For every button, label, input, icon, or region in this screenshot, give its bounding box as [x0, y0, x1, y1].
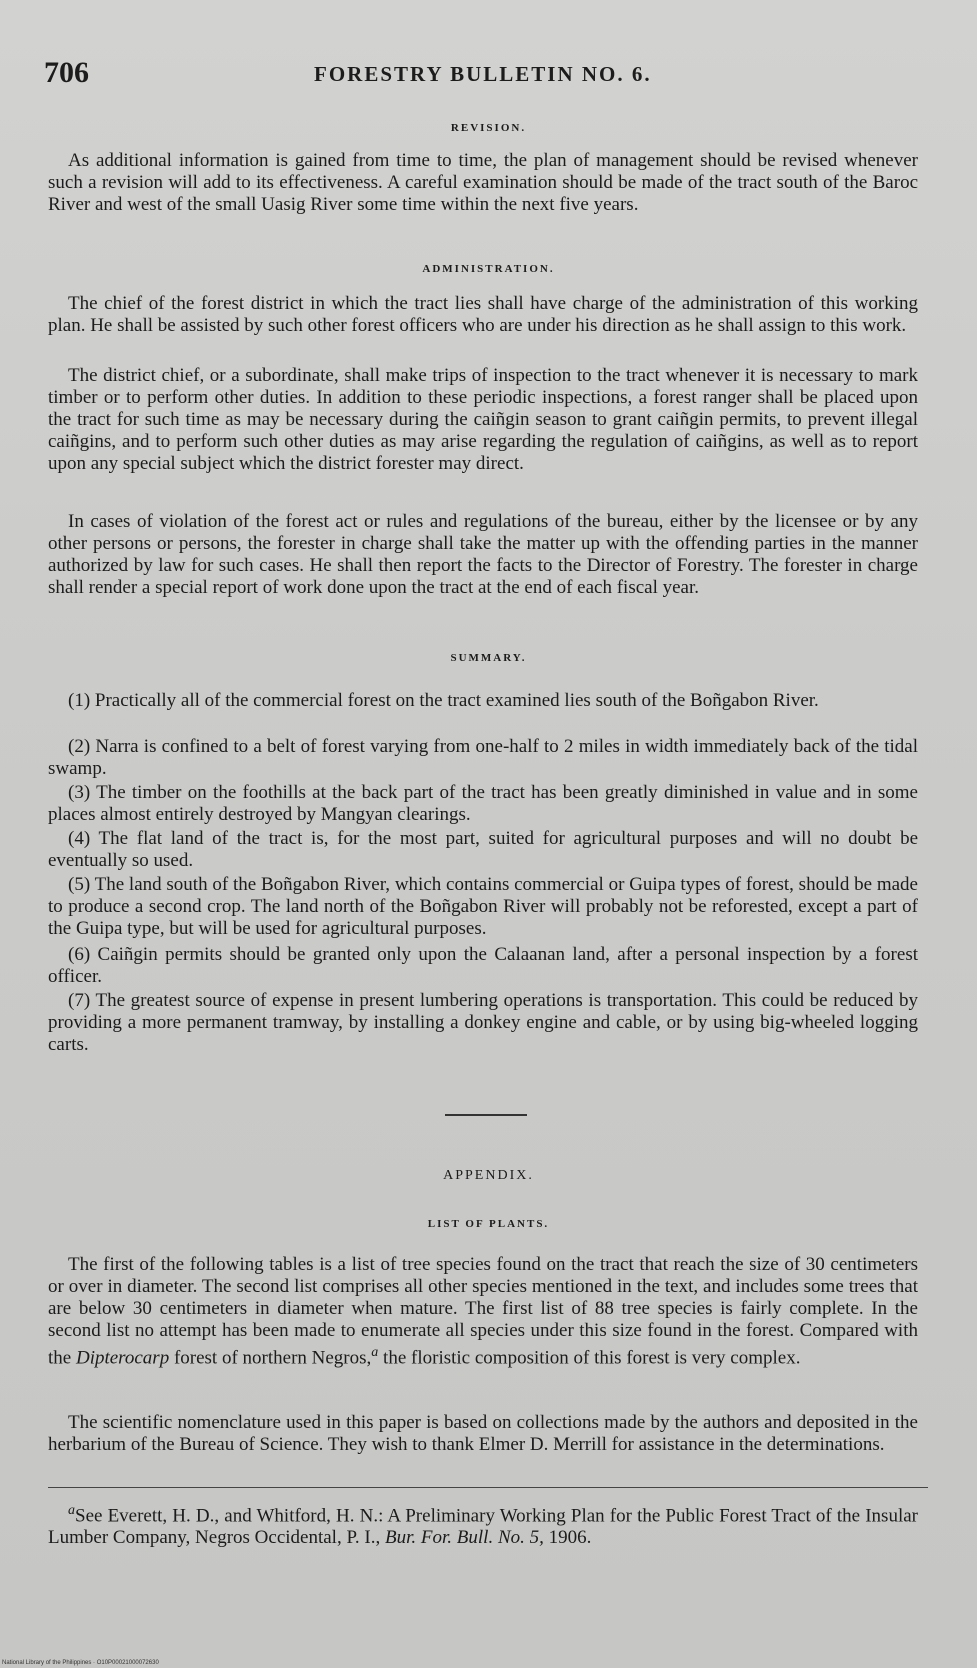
page-number: 706 [44, 56, 89, 89]
appendix-text: the floristic composition of this forest is very complex. [378, 1347, 801, 1369]
footnote-divider [48, 1487, 928, 1488]
appendix-paragraph-2: The scientific nomenclature used in this paper is based on collections made by the authors and deposited in the herbarium of the Bureau of Science. They wish to thank Elmer D. Merrill for assistance in the determinations. [48, 1412, 918, 1455]
revision-heading: REVISION. [450, 122, 527, 134]
revision-paragraph: As additional information is gained from time to time, the plan of management should be revised whenever such a revision will add to its effectiveness. A careful examination should be made of the tract south of the Baroc River and west of the small Uasig River some time within the next five years. [48, 150, 918, 215]
summary-item: (4) The flat land of the tract is, for the most part, suited for agricultural purposes and will no doubt be eventually so used. [48, 828, 918, 871]
summary-item: (7) The greatest source of expense in present lumbering operations is transportation. This could be reduced by providing a more permanent tramway, by installing a donkey engine and cable, or by using big-wheeled logging carts. [48, 990, 918, 1055]
list-of-plants-heading: LIST OF PLANTS. [427, 1218, 550, 1230]
summary-heading: SUMMARY. [450, 652, 527, 664]
appendix-text: forest of northern Negros, [169, 1347, 372, 1369]
summary-item: (3) The timber on the foothills at the back part of the tract has been greatly diminished in value and in some places almost entirely destroyed by Mangyan clearings. [48, 782, 918, 825]
summary-item: (6) Caiñgin permits should be granted only upon the Calaanan land, after a personal inspection by a forest officer. [48, 944, 918, 987]
summary-item: (1) Practically all of the commercial forest on the tract examined lies south of the Boñgabon River. [68, 690, 819, 711]
appendix-paragraph-1 [48, 1254, 918, 1369]
footnote-text: 1906. [543, 1527, 592, 1549]
administration-paragraph-2: The district chief, or a subordinate, shall make trips of inspection to the tract whenever it is necessary to mark timber or to perform other duties. In addition to these periodic inspections, a forest ranger shall be placed upon the tract for such time as may be necessary during the caiñgin season to grant caiñgin permits, to prevent illegal caiñgins, and to perform such other duties as may arise regarding the regulation of caiñgins, as well as to report upon any special subject which the district forester may direct. [48, 365, 918, 474]
footnote-italic-text: Bur. For. Bull. No. 5, [385, 1527, 544, 1549]
summary-item: (2) Narra is confined to a belt of forest varying from one-half to 2 miles in width immediately back of the tidal swamp. [48, 736, 918, 779]
appendix-heading: APPENDIX. [443, 1168, 534, 1183]
footnote-text: See Everett, H. D., and Whitford, H. N.: A Preliminary Working Plan for the Public Forest Tract of the Insular Lumber Company, Negros Occidental, P. I., [48, 1505, 918, 1549]
running-title: FORESTRY BULLETIN NO. 6. [314, 62, 652, 86]
footnote-reference[interactable]: a [371, 1345, 379, 1360]
appendix-text: The first of the following tables is a list of tree species found on the tract that reach the size of 30 centimeters or over in diameter. The second list comprises all other species mentioned in the text, and includes some trees that are below 30 centimeters in diameter when mature. The first list of 88 tree species is fairly complete. In the second list no attempt has been made to enumerate all species under this size found in the forest. Compared with the [48, 1254, 918, 1369]
administration-heading: ADMINISTRATION. [422, 263, 555, 275]
appendix-italic-text: Dipterocarp [75, 1347, 170, 1369]
library-imprint: National Library of the Philippines · O10P00021000072630 [2, 1660, 159, 1666]
footnote-mark: a [68, 1503, 75, 1518]
administration-paragraph-3: In cases of violation of the forest act or rules and regulations of the bureau, either by the licensee or by any other persons or persons, the forester in charge shall take the matter up with the offending parties in the manner authorized by law for such cases. He shall then report the facts to the Director of Forestry. The forester in charge shall render a special report of work done upon the tract at the end of each fiscal year. [48, 511, 918, 598]
summary-item: (5) The land south of the Boñgabon River, which contains commercial or Guipa types of forest, should be made to produce a second crop. The land north of the Boñgabon River will probably not be reforested, except a part of the Guipa type, but will be used for agricultural purposes. [48, 874, 918, 939]
administration-paragraph-1: The chief of the forest district in which the tract lies shall have charge of the administration of this working plan. He shall be assisted by such other forest officers who are under his direction as he shall assign to this work. [48, 293, 918, 336]
section-divider [445, 1114, 527, 1116]
footnote [48, 1500, 918, 1549]
page-header [44, 56, 924, 96]
